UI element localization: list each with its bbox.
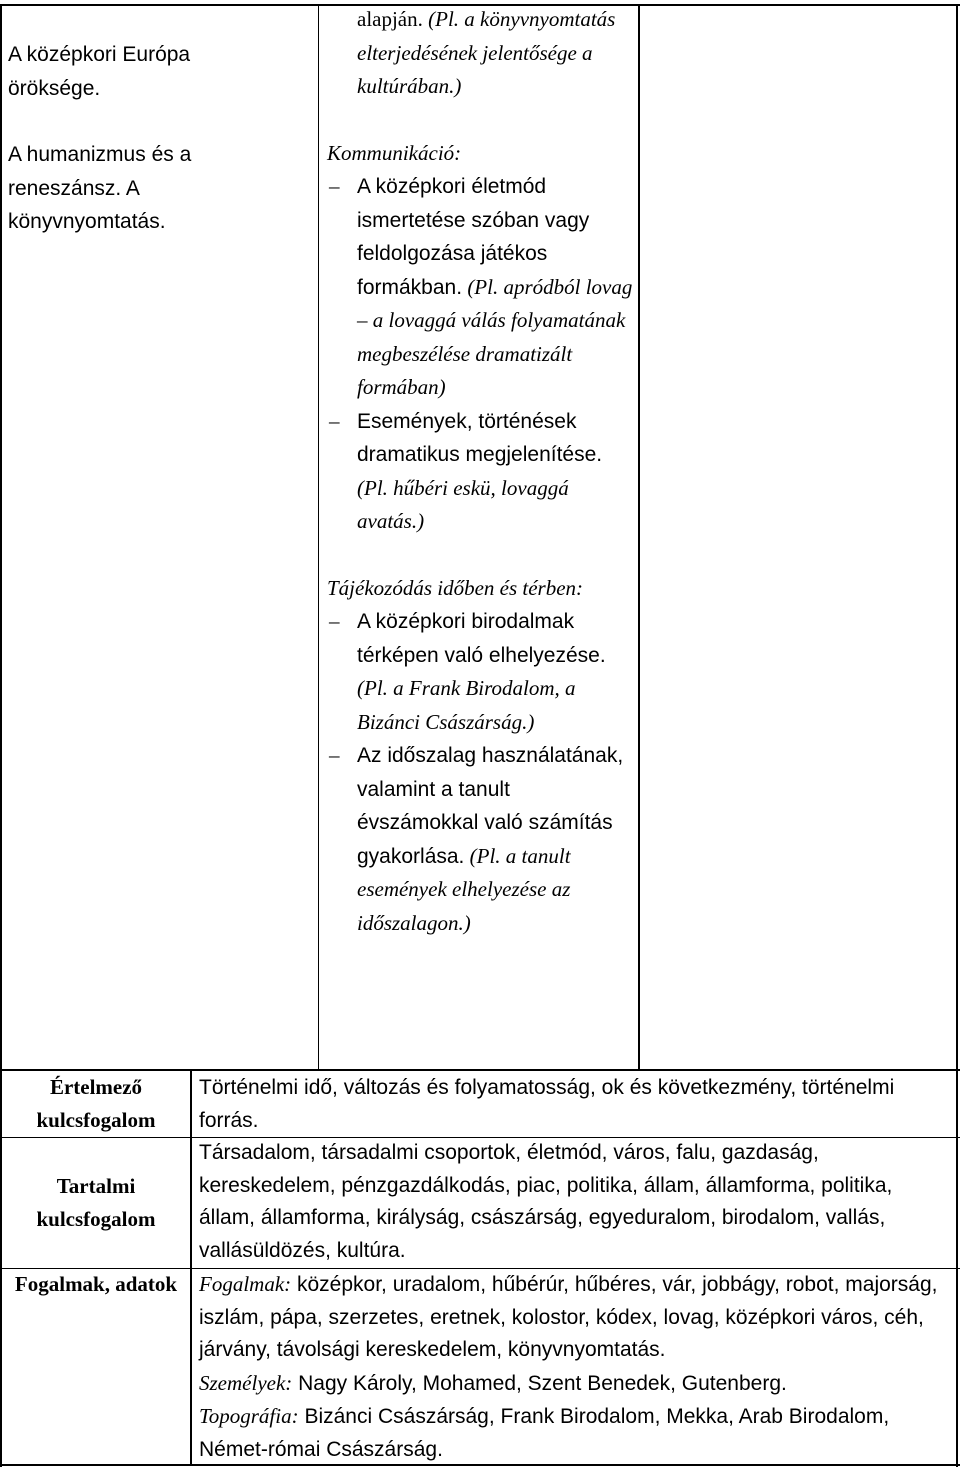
orientation-item-1: [327, 605, 635, 739]
table-border-right: [956, 4, 958, 1467]
dash-bullet: –: [329, 174, 340, 198]
orientation-item-1-example: (Pl. a Frank Birodalom, a Bizánci Császárság.): [357, 676, 576, 734]
persons-heading: Személyek:: [199, 1370, 293, 1395]
column-divider-2-top: [638, 4, 640, 1070]
orientation-heading: Tájékozódás időben és térben:: [327, 575, 584, 600]
communication-item-2-text: Események, történések dramatikus megjelenítése.: [357, 409, 603, 466]
dash-bullet: –: [329, 408, 340, 433]
orientation-item-2: [327, 739, 635, 940]
concepts-label: Fogalmak, adatok: [14, 1272, 178, 1296]
concepts-list: középkor, uradalom, hűbérúr, hűbéres, vár, jobbágy, robot, majorság, iszlám, pápa, szerzetes, eretnek, kolostor, kódex, lovag, középkori város, céh, járvány, távolsági kereskedelem, könyvnyomtatás.: [199, 1273, 938, 1361]
continuation-paragraph: [327, 3, 635, 104]
concepts-heading: Fogalmak:: [199, 1272, 292, 1296]
orientation-item-1-text: A középkori birodalmak térképen való elhelyezése.: [357, 610, 606, 667]
continuation-lead: alapján.: [357, 7, 423, 31]
topics-cell: [8, 38, 308, 239]
orientation-item-2-example: (Pl. a tanult események elhelyezése az időszalagon.): [357, 843, 571, 935]
content-label: Tartalmi kulcsfogalom: [36, 1174, 156, 1231]
dash-bullet: –: [329, 609, 340, 633]
topography-list: Bizánci Császárság, Frank Birodalom, Mekka, Arab Birodalom, Német-római Császárság.: [199, 1405, 890, 1461]
orientation-item-2-text: Az időszalag használatának, valamint a tanult évszámokkal való számítás gyakorlása.: [357, 744, 624, 868]
communication-item-1-text: A középkori életmód ismertetése szóban vagy feldolgozása játékos formákban.: [357, 175, 590, 299]
table-border-left: [0, 4, 2, 1467]
activities-cell: [327, 3, 635, 940]
column-divider-1-top: [318, 4, 319, 1070]
persons-list: Nagy Károly, Mohamed, Szent Benedek, Gutenberg.: [298, 1371, 787, 1395]
interpretive-text: Történelmi idő, változás és folyamatosság, ok és következmény, történelmi forrás.: [199, 1076, 895, 1132]
topography-heading: Topográfia:: [199, 1404, 299, 1428]
interpretive-label: Értelmező kulcsfogalom: [36, 1075, 156, 1132]
communication-item-2-example: (Pl. hűbéri eskü, lovaggá avatás.): [357, 475, 569, 533]
communication-item-1-example: (Pl. apródból lovag – a lovaggá válás folyamatának megbeszélése dramatizált formában): [357, 274, 633, 399]
concepts-text: [199, 1268, 951, 1466]
topic-medieval-heritage: A középkori Európa öröksége.: [8, 43, 191, 100]
communication-heading: Kommunikáció:: [327, 140, 462, 165]
content-text: Társadalom, társadalmi csoportok, életmód, város, falu, gazdaság, kereskedelem, pénzgazdálkodás, piac, politika, állam, államforma, politika, állam, államforma, királyság, császárság, egyeduralom, birodalom, vallás, vallásüldözés, kultúra.: [199, 1141, 893, 1262]
communication-item-1: [327, 170, 635, 405]
communication-item-2: [327, 405, 635, 539]
continuation-example: (Pl. a könyvnyomtatás elterjedésének jelentősége a kultúrában.): [357, 7, 616, 98]
topic-humanism-renaissance: A humanizmus és a reneszánsz. A könyvnyomtatás.: [8, 143, 192, 233]
dash-bullet: –: [329, 743, 340, 767]
